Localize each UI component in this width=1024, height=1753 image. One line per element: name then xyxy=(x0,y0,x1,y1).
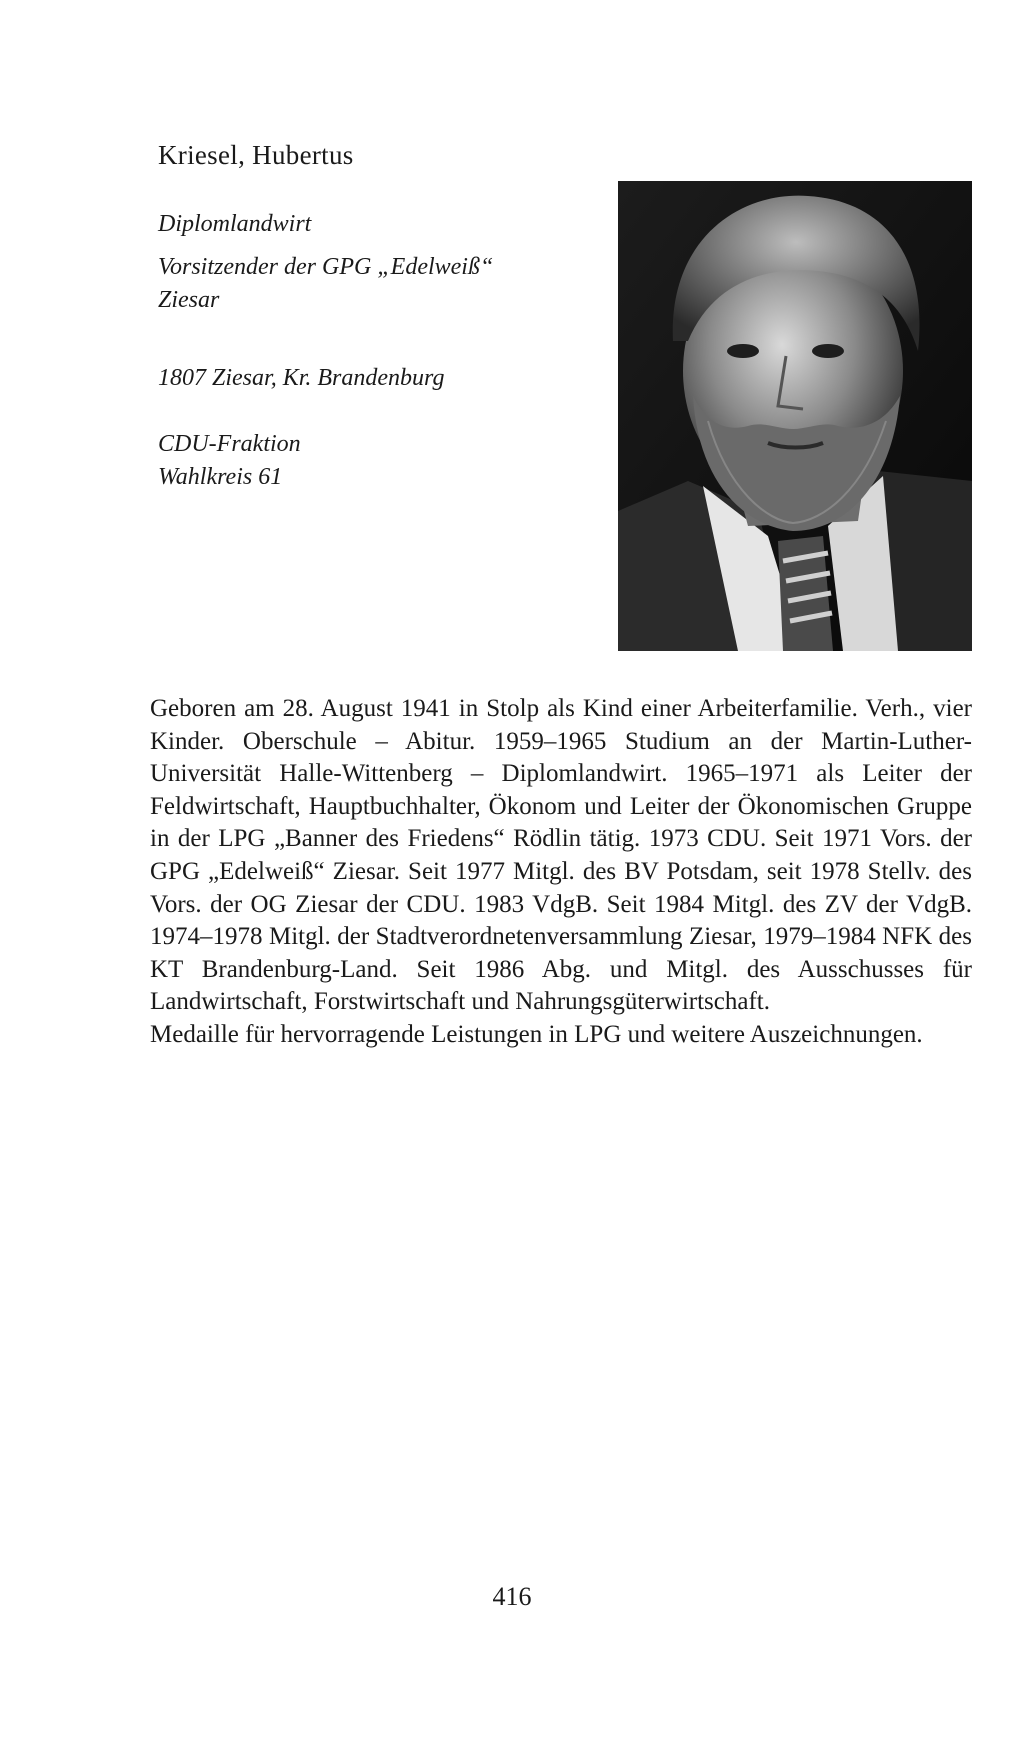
faction: CDU-Fraktion xyxy=(158,431,301,457)
position-title: Vorsitzender der GPG „Edelweiß“ xyxy=(158,254,494,280)
profession: Diplomlandwirt xyxy=(158,211,312,237)
faction-block xyxy=(158,428,301,494)
biography-paragraph: Geboren am 28. August 1941 in Stolp als Kind einer Arbeiterfamilie. Verh., vier Kinder. Oberschule – Abitur. 1959–1965 Studium an der Martin-Luther-Universität Halle-Wittenberg – Diplomlandwirt. 1965–1971 als Leiter der Feldwirtschaft, Hauptbuchhalter, Ökonom und Leiter der Ökonomischen Gruppe in der LPG „Banner des Friedens“ Rödlin tätig. 1973 CDU. Seit 1971 Vors. der GPG „Edelweiß“ Ziesar. Seit 1977 Mitgl. des BV Potsdam, seit 1978 Stellv. des Vors. der OG Ziesar der CDU. 1983 VdgB. Seit 1984 Mitgl. des ZV der VdgB. 1974–1978 Mitgl. der Stadtverordnetenversammlung Ziesar, 1979–1984 NFK des KT Brandenburg-Land. Seit 1986 Abg. und Mitgl. des Ausschusses für Landwirtschaft, Forstwirtschaft und Nahrungsgüterwirtschaft. xyxy=(150,695,972,1016)
biography-paragraph: Medaille für hervorragende Leistungen in LPG und weitere Auszeichnungen. xyxy=(150,1020,923,1048)
address-block xyxy=(158,362,444,395)
portrait-photo xyxy=(618,181,972,651)
position-location: Ziesar xyxy=(158,287,220,313)
position-block xyxy=(158,251,493,317)
person-name: Kriesel, Hubertus xyxy=(158,140,354,170)
constituency: Wahlkreis 61 xyxy=(158,464,283,490)
biography xyxy=(150,693,972,1052)
page-number: 416 xyxy=(492,1582,532,1611)
address: 1807 Ziesar, Kr. Brandenburg xyxy=(158,365,445,391)
profession-block xyxy=(158,208,311,241)
